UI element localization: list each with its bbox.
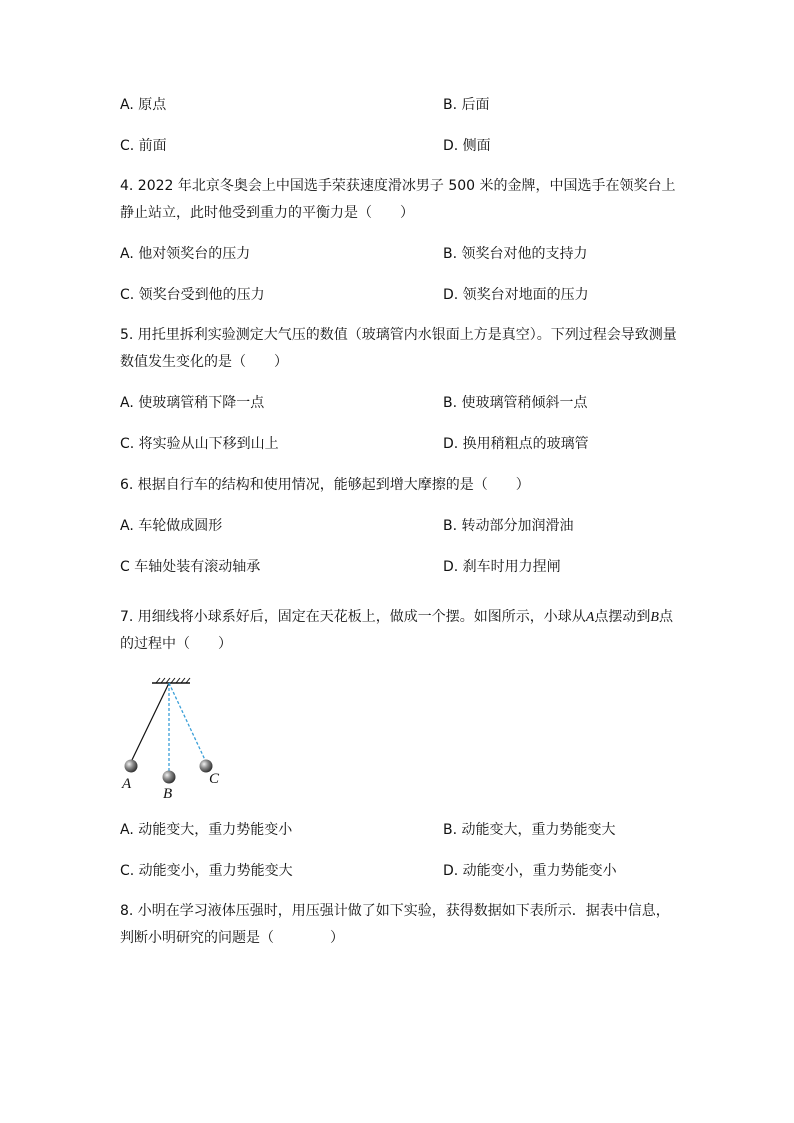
q4-option-c[interactable]: C. 领奖台受到他的压力 xyxy=(120,287,265,303)
q7-point-start: A xyxy=(585,610,595,625)
q4-stem: 4. 2022 年北京冬奥会上中国选手荣获速度滑冰男子 500 米的金牌，中国选手在领奖台上静止站立，此时他受到重力的平衡力是（ ） xyxy=(120,178,676,221)
q6-option-b[interactable]: B. 转动部分加润滑油 xyxy=(443,518,574,534)
label-a: A xyxy=(122,776,132,792)
q6-stem: 6. 根据自行车的结构和使用情况，能够起到增大摩擦的是（ ） xyxy=(120,477,530,493)
ceiling-support xyxy=(152,678,190,683)
q4-option-b[interactable]: B. 领奖台对他的支持力 xyxy=(443,246,588,262)
q5-option-d[interactable]: D. 换用稍粗点的玻璃管 xyxy=(443,436,589,452)
q4-option-d[interactable]: D. 领奖台对地面的压力 xyxy=(443,287,589,303)
ball-a xyxy=(125,760,138,773)
q7-option-d[interactable]: D. 动能变小，重力势能变小 xyxy=(443,863,617,879)
q7-point-end: B xyxy=(650,610,659,625)
q3-option-a[interactable]: A. 原点 xyxy=(120,97,167,113)
q6-option-a[interactable]: A. 车轮做成圆形 xyxy=(120,518,223,534)
q7-option-b[interactable]: B. 动能变大，重力势能变大 xyxy=(443,822,616,838)
label-b: B xyxy=(163,786,173,802)
pendulum-figure xyxy=(112,672,232,802)
q7-stem xyxy=(120,604,680,658)
q7-text-3: 点的过程中（ ） xyxy=(120,609,673,652)
q5-option-c[interactable]: C. 将实验从山下移到山上 xyxy=(120,436,279,452)
string-a xyxy=(131,683,169,762)
q5-stem: 5. 用托里拆利实验测定大气压的数值（玻璃管内水银面上方是真空）。下列过程会导致测量数值发生变化的是（ ） xyxy=(120,327,677,370)
q3-option-c[interactable]: C. 前面 xyxy=(120,138,167,154)
q7-text-1: 7. 用细线将小球系好后，固定在天花板上，做成一个摆。如图所示，小球从 xyxy=(120,609,586,625)
q8-stem: 8. 小明在学习液体压强时，用压强计做了如下实验，获得数据如下表所示．据表中信息，判断小明研究的问题是（ ） xyxy=(120,903,670,946)
q7-option-c[interactable]: C. 动能变小，重力势能变大 xyxy=(120,863,293,879)
ball-b xyxy=(163,771,176,784)
q6-option-d[interactable]: D. 刹车时用力捏闸 xyxy=(443,559,561,575)
q6-option-c[interactable]: C 车轴处装有滚动轴承 xyxy=(120,559,261,575)
q7-text-2: 点摆动到 xyxy=(594,609,651,625)
q4-option-a[interactable]: A. 他对领奖台的压力 xyxy=(120,246,251,262)
q5-option-b[interactable]: B. 使玻璃管稍倾斜一点 xyxy=(443,395,588,411)
label-c: C xyxy=(209,771,220,787)
q5-option-a[interactable]: A. 使玻璃管稍下降一点 xyxy=(120,395,265,411)
q3-option-d[interactable]: D. 侧面 xyxy=(443,138,491,154)
q3-option-b[interactable]: B. 后面 xyxy=(443,97,490,113)
q7-option-a[interactable]: A. 动能变大，重力势能变小 xyxy=(120,822,293,838)
string-c xyxy=(169,683,206,762)
